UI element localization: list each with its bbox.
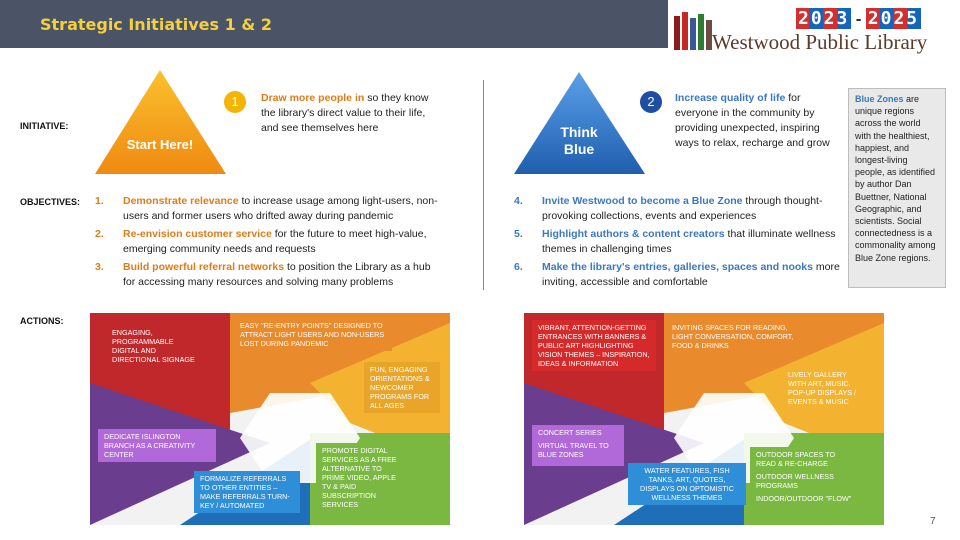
objective-text: more inviting, accessible and comfortable [542, 261, 840, 288]
actions-board-1 [90, 313, 450, 525]
slide-title: Strategic Initiatives 1 & 2 [40, 15, 272, 34]
initiative-label: INITIATIVE: [20, 121, 69, 131]
action-re-entry-points: EASY "RE-ENTRY POINTS" DESIGNED TO ATTRACT LIGHT USERS AND NON-USERS LOST DURING PANDEMIC [234, 318, 392, 351]
page-number: 7 [930, 516, 936, 527]
blue-zones-text: are unique regions across the world with the healthiest, happiest, and longest-living people, as identified by author Dan Buettner, National Geographic, and scientists. Social connectedness is a commonality among Blue Zone regions. [855, 94, 936, 263]
action-orientations: FUN, ENGAGING ORIENTATIONS & NEWCOMER PROGRAMS FOR ALL AGES [364, 362, 440, 413]
library-name: Westwood Public Library [712, 30, 928, 54]
objectives-label: OBJECTIVES: [20, 197, 81, 207]
action-indoor-outdoor-flow: INDOOR/OUTDOOR "FLOW" [756, 494, 852, 503]
library-logo [668, 0, 960, 56]
blue-zones-note [848, 88, 946, 288]
action-concert-series: CONCERT SERIES [538, 428, 602, 437]
objective-highlight: Build powerful referral networks [123, 261, 285, 273]
action-entrances: VIBRANT, ATTENTION-GETTING ENTRANCES WITH BANNERS & PUBLIC ART HIGHLIGHTING VISION THEMES – INSPIRATION, IDEAS & INFORMATION [532, 320, 656, 371]
action-digital-services: PROMOTE DIGITAL SERVICES AS A FREE ALTERNATIVE TO PRIME VIDEO, APPLE TV & PAID SUBSCRIPTION SERVICES [316, 443, 408, 512]
objective-number: 1. [95, 195, 104, 207]
objective-highlight: Invite Westwood to become a Blue Zone [542, 195, 743, 207]
think-blue-line2: Blue [563, 141, 595, 157]
year-dash: - [854, 12, 863, 28]
action-concert-virtual [532, 425, 624, 466]
action-islington-branch: DEDICATE ISLINGTON BRANCH AS A CREATIVITY CENTER [98, 429, 216, 462]
initiative-2-highlight: Increase quality of life [675, 92, 786, 104]
objective-text: for the future to meet high-value, emerging community needs and requests [123, 228, 427, 255]
books-icon [672, 10, 716, 50]
strategic-plan-years [796, 8, 921, 29]
column-divider [483, 80, 484, 290]
initiative-2-text [675, 91, 843, 151]
start-here-triangle [93, 68, 228, 176]
objective-item [514, 227, 846, 256]
action-inviting-spaces: INVITING SPACES FOR READING, LIGHT CONVERSATION, COMFORT, FOOD & DRINKS [666, 320, 814, 353]
objectives-2-list [514, 194, 846, 293]
objective-text: to position the Library as a hub for accessing many resources and solving many problems [123, 261, 431, 288]
year-end: 2025 [867, 8, 920, 29]
initiative-2-number: 2 [640, 91, 662, 113]
actions-board-2 [524, 313, 884, 525]
action-outdoor-spaces: OUTDOOR SPACES TO READ & RE-CHARGE [756, 450, 836, 468]
action-virtual-travel: VIRTUAL TRAVEL TO BLUE ZONES [538, 441, 609, 459]
objective-number: 3. [95, 261, 104, 273]
objective-highlight: Demonstrate relevance [123, 195, 239, 207]
objective-text: that illuminate wellness themes in challenging times [542, 228, 836, 255]
think-blue-triangle [512, 70, 647, 176]
action-outdoor [750, 447, 858, 510]
objective-item [95, 194, 445, 223]
objective-number: 2. [95, 228, 104, 240]
initiative-1-number: 1 [224, 91, 246, 113]
action-referrals: FORMALIZE REFERRALS TO OTHER ENTITIES – MAKE REFERRALS TURN-KEY / AUTOMATED [194, 471, 300, 513]
initiative-1-highlight: Draw more people in [261, 92, 365, 104]
action-outdoor-wellness: OUTDOOR WELLNESS PROGRAMS [756, 472, 834, 490]
objective-item [95, 227, 445, 256]
objective-item [514, 260, 846, 289]
objective-highlight: Re-envision customer service [123, 228, 272, 240]
objective-item [95, 260, 445, 289]
think-blue-text [544, 124, 614, 158]
think-blue-line1: Think [560, 124, 598, 140]
objective-number: 5. [514, 228, 523, 240]
objective-highlight: Make the library's entries, galleries, spaces and nooks [542, 261, 813, 273]
actions-label: ACTIONS: [20, 316, 64, 326]
objective-number: 4. [514, 195, 523, 207]
action-water-features: WATER FEATURES, FISH TANKS, ART, QUOTES, DISPLAYS ON OPTOMISTIC WELLNESS THEMES [628, 463, 746, 505]
start-here-text: Start Here! [126, 137, 194, 152]
objective-number: 6. [514, 261, 523, 273]
objective-text: through thought-provoking collections, events and experiences [542, 195, 823, 222]
blue-zones-highlight: Blue Zones [855, 94, 904, 104]
initiative-2-body: for everyone in the community by providing unexpected, inspiring ways to relax, recharge and grow [675, 92, 830, 149]
initiative-1-body: so they know the library's direct value to their life, and see themselves here [261, 92, 429, 134]
objective-text: to increase usage among light-users, non-users and former users who drifted away during pandemic [123, 195, 438, 222]
objectives-1-list [95, 194, 445, 293]
objective-highlight: Highlight authors & content creators [542, 228, 725, 240]
action-signage: ENGAGING, PROGRAMMABLE DIGITAL AND DIRECTIONAL SIGNAGE [106, 325, 206, 367]
initiative-1-text [261, 91, 441, 136]
year-start: 2023 [798, 8, 850, 29]
objective-item [514, 194, 846, 223]
action-gallery: LIVELY GALLERY WITH ART, MUSIC, POP-UP DISPLAYS / EVENTS & MUSIC [782, 367, 868, 409]
